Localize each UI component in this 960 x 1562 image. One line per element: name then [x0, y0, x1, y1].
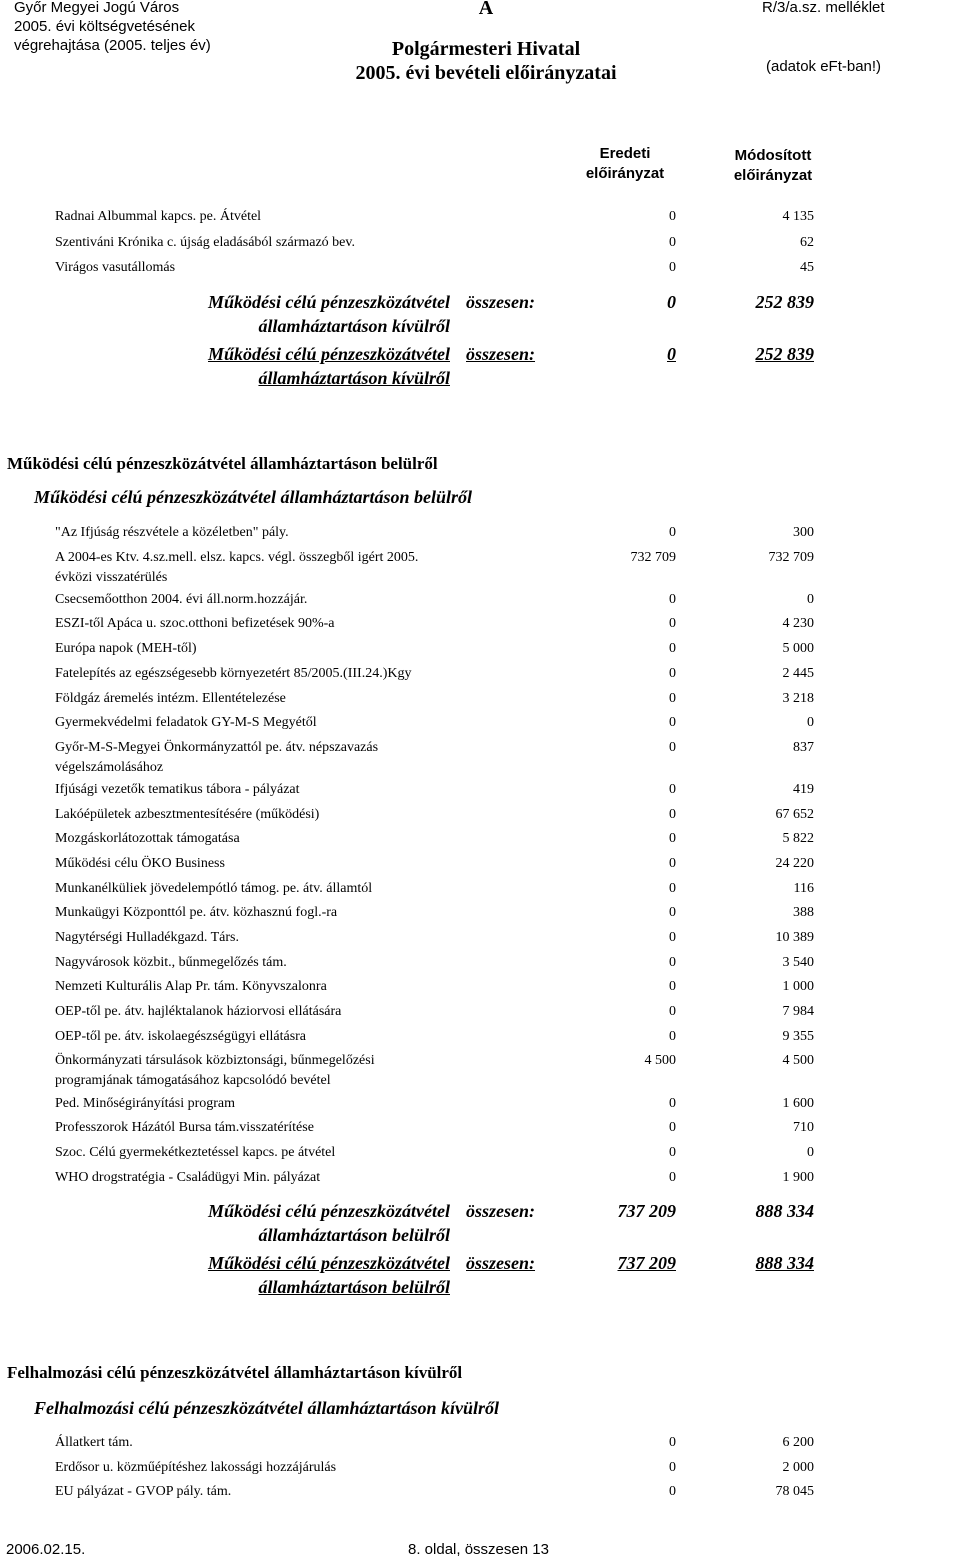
- row-original-value: 0: [669, 592, 676, 607]
- row-label: "Az Ifjúság részvétele a közéletben" pály.: [55, 525, 289, 540]
- row-original-value: 0: [669, 641, 676, 656]
- row-label: Győr-M-S-Megyei Önkormányzattól pe. átv. népszavazás: [55, 740, 379, 755]
- row-original-value: 0: [669, 1145, 676, 1160]
- row-modified-value: 10 389: [775, 930, 814, 945]
- row-modified-value: 6 200: [782, 1435, 814, 1450]
- row-modified-value: 0: [807, 592, 814, 607]
- total-label-line-2: államháztartáson kívülről: [258, 368, 450, 388]
- section3-title: Felhalmozási célú pénzeszközátvétel államháztartáson kívülről: [7, 1363, 463, 1382]
- column-header-modified-line-1: Módosított: [734, 147, 812, 164]
- header-unit-note: (adatok eFt-ban!): [766, 58, 882, 75]
- row-label: Nagytérségi Hulladékgazd. Társ.: [55, 930, 240, 945]
- row-original-value: 0: [669, 666, 676, 681]
- row-original-value: 0: [669, 1120, 676, 1135]
- row-label: Radnai Albummal kapcs. pe. Átvétel: [55, 209, 262, 224]
- header-center-line-3: 2005. évi bevételi előirányzatai: [355, 62, 617, 84]
- total-original-value: 0: [667, 292, 676, 312]
- total-original-value: 737 209: [617, 1201, 676, 1221]
- row-original-value: 0: [669, 691, 676, 706]
- row-modified-value: 7 984: [782, 1004, 814, 1019]
- row-modified-value: 0: [807, 715, 814, 730]
- row-modified-value: 2 445: [782, 666, 814, 681]
- row-original-value: 0: [669, 1004, 676, 1019]
- row-label: Lakóépületek azbesztmentesítésére (működési): [55, 807, 320, 822]
- row-original-value: 0: [669, 1096, 676, 1111]
- total-label-line-1: Működési célú pénzeszközátvétel: [208, 1201, 450, 1221]
- row-modified-value: 300: [793, 525, 814, 540]
- row-original-value: 0: [669, 525, 676, 540]
- row-label-continuation: évközi visszatérülés: [55, 570, 168, 585]
- column-header-original-line-1: Eredeti: [599, 145, 651, 162]
- row-modified-value: 78 045: [775, 1484, 814, 1499]
- row-label-continuation: végelszámolásához: [55, 760, 164, 775]
- header-left-line-2: 2005. évi költségvetésének: [14, 18, 195, 35]
- total-modified-value: 252 839: [755, 292, 814, 312]
- row-original-value: 0: [669, 235, 676, 250]
- row-label-continuation: programjának támogatásához kapcsolódó bevétel: [55, 1073, 331, 1088]
- row-label: Földgáz áremelés intézm. Ellentételezése: [55, 691, 286, 706]
- row-label: Munkaügyi Központtól pe. átv. közhasznú fogl.-ra: [55, 905, 338, 920]
- row-original-value: 0: [669, 1170, 676, 1185]
- row-modified-value: 1 900: [782, 1170, 814, 1185]
- column-header-original-line-2: előirányzat: [585, 165, 665, 182]
- row-label: Nemzeti Kulturális Alap Pr. tám. Könyvszalonra: [55, 979, 327, 994]
- row-modified-value: 2 000: [782, 1460, 814, 1475]
- row-label: OEP-től pe. átv. hajléktalanok háziorvosi ellátására: [55, 1004, 342, 1019]
- row-modified-value: 1 600: [782, 1096, 814, 1111]
- total-word: összesen:: [466, 1201, 536, 1221]
- row-label: Európa napok (MEH-től): [55, 641, 197, 656]
- header-left-line-3: végrehajtása (2005. teljes év): [14, 37, 211, 54]
- row-label: ESZI-től Apáca u. szoc.otthoni befizetések 90%-a: [55, 616, 335, 631]
- row-label: Mozgáskorlátozottak támogatása: [55, 831, 240, 846]
- total-label-line-1: Működési célú pénzeszközátvétel: [208, 344, 450, 364]
- row-label: EU pályázat - GVOP pály. tám.: [55, 1484, 232, 1499]
- row-modified-value: 4 500: [782, 1053, 814, 1068]
- row-label: Működési célu ÖKO Business: [55, 856, 225, 871]
- row-modified-value: 710: [793, 1120, 814, 1135]
- row-original-value: 0: [669, 807, 676, 822]
- row-label: Csecsemőotthon 2004. évi áll.norm.hozzájár.: [55, 592, 308, 607]
- column-header-modified-line-2: előirányzat: [733, 167, 813, 184]
- row-modified-value: 4 230: [782, 616, 814, 631]
- total-modified-value: 888 334: [755, 1201, 814, 1221]
- total-label-line-2: államháztartáson belülről: [258, 1225, 450, 1245]
- row-original-value: 0: [669, 881, 676, 896]
- row-modified-value: 0: [807, 1145, 814, 1160]
- total-label-line-1: Működési célú pénzeszközátvétel: [208, 1253, 450, 1273]
- header-center-line-2: Polgármesteri Hivatal: [391, 38, 581, 60]
- row-original-value: 0: [669, 1460, 676, 1475]
- row-original-value: 0: [669, 856, 676, 871]
- total-label-line-1: Működési célú pénzeszközátvétel: [208, 292, 450, 312]
- section2-title: Működési célú pénzeszközátvétel államháztartáson belülről: [7, 454, 438, 473]
- row-modified-value: 24 220: [775, 856, 814, 871]
- row-modified-value: 5 000: [782, 641, 814, 656]
- row-original-value: 0: [669, 209, 676, 224]
- total-word: összesen:: [466, 344, 536, 364]
- row-label: Ifjúsági vezetők tematikus tábora - pályázat: [55, 782, 300, 797]
- row-label: Gyermekvédelmi feladatok GY-M-S Megyétől: [55, 715, 317, 730]
- row-modified-value: 67 652: [775, 807, 814, 822]
- header-center-line-1: A: [478, 0, 494, 19]
- row-original-value: 0: [669, 955, 676, 970]
- row-modified-value: 419: [793, 782, 814, 797]
- row-label: Állatkert tám.: [55, 1435, 133, 1450]
- total-label-line-2: államháztartáson belülről: [258, 1277, 450, 1297]
- row-label: A 2004-es Ktv. 4.sz.mell. elsz. kapcs. végl. összegből igért 2005.: [55, 550, 419, 565]
- total-label-line-2: államháztartáson kívülről: [258, 316, 450, 336]
- row-original-value: 0: [669, 979, 676, 994]
- row-modified-value: 732 709: [768, 550, 814, 565]
- row-original-value: 0: [669, 905, 676, 920]
- row-label: Virágos vasutállomás: [55, 260, 176, 275]
- row-original-value: 4 500: [644, 1053, 676, 1068]
- section2-subtitle: Működési célú pénzeszközátvétel államháztartáson belülről: [34, 487, 473, 507]
- row-original-value: 0: [669, 831, 676, 846]
- row-modified-value: 116: [793, 881, 814, 896]
- row-modified-value: 3 540: [782, 955, 814, 970]
- row-original-value: 0: [669, 1484, 676, 1499]
- row-label: Szoc. Célú gyermekétkeztetéssel kapcs. pe átvétel: [55, 1145, 336, 1160]
- row-modified-value: 388: [793, 905, 814, 920]
- row-original-value: 0: [669, 616, 676, 631]
- row-modified-value: 3 218: [782, 691, 814, 706]
- row-modified-value: 45: [800, 260, 814, 275]
- row-label: Nagyvárosok közbit., bűnmegelőzés tám.: [55, 955, 287, 970]
- row-label: Szentiváni Krónika c. újság eladásából származó bev.: [55, 235, 355, 250]
- row-original-value: 0: [669, 715, 676, 730]
- row-modified-value: 1 000: [782, 979, 814, 994]
- row-label: Önkormányzati társulások közbiztonsági, bűnmegelőzési: [55, 1053, 375, 1068]
- row-modified-value: 62: [800, 235, 814, 250]
- row-modified-value: 837: [793, 740, 814, 755]
- total-modified-value: 252 839: [755, 344, 814, 364]
- row-label: Fatelepítés az egészségesebb környezetért 85/2005.(III.24.)Kgy: [55, 666, 412, 681]
- total-original-value: 737 209: [617, 1253, 676, 1273]
- total-modified-value: 888 334: [755, 1253, 814, 1273]
- footer-date: 2006.02.15.: [6, 1541, 86, 1558]
- header-left-line-1: Győr Megyei Jogú Város: [14, 0, 180, 16]
- row-label: OEP-től pe. átv. iskolaegészségügyi ellátásra: [55, 1029, 307, 1044]
- row-modified-value: 4 135: [782, 209, 814, 224]
- row-label: Erdősor u. közműépítéshez lakossági hozzájárulás: [55, 1460, 337, 1475]
- row-label: WHO drogstratégia - Családügyi Min. pályázat: [55, 1170, 321, 1185]
- header-annex-label: R/3/a.sz. melléklet: [762, 0, 885, 16]
- row-modified-value: 9 355: [782, 1029, 814, 1044]
- row-modified-value: 5 822: [782, 831, 814, 846]
- row-label: Professzorok Házától Bursa tám.visszatérítése: [55, 1120, 314, 1135]
- row-label: Munkanélküliek jövedelempótló támog. pe. átv. államtól: [55, 881, 373, 896]
- total-word: összesen:: [466, 292, 536, 312]
- row-label: Ped. Minőségirányítási program: [55, 1096, 236, 1111]
- total-word: összesen:: [466, 1253, 536, 1273]
- row-original-value: 0: [669, 1435, 676, 1450]
- total-original-value: 0: [667, 344, 676, 364]
- row-original-value: 0: [669, 930, 676, 945]
- footer-page-number: 8. oldal, összesen 13: [408, 1541, 549, 1558]
- row-original-value: 0: [669, 1029, 676, 1044]
- row-original-value: 0: [669, 740, 676, 755]
- row-original-value: 0: [669, 782, 676, 797]
- section3-subtitle: Felhalmozási célú pénzeszközátvétel államháztartáson kívülről: [34, 1398, 500, 1418]
- row-original-value: 0: [669, 260, 676, 275]
- row-original-value: 732 709: [630, 550, 676, 565]
